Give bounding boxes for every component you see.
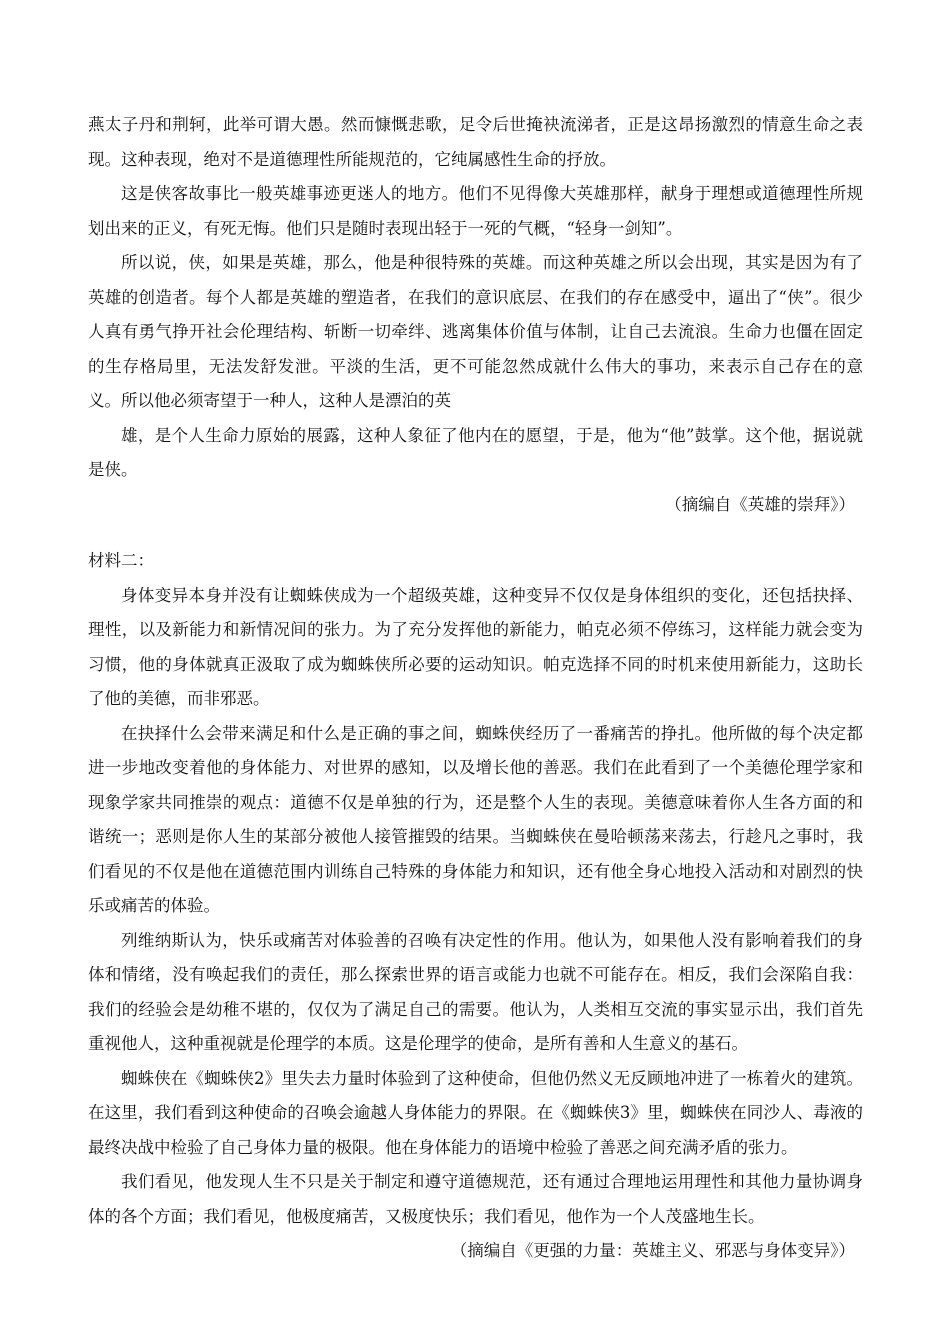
paragraph: 身体变异本身并没有让蜘蛛侠成为一个超级英雄，这种变异不仅仅是身体组织的变化，还包括抉择、理性，以及新能力和新情况间的张力。为了充分发挥他的新能力，帕克必须不停练习，这样能力就会变为习惯，他的身体就真正汲取了成为蜘蛛侠所必要的运动知识。帕克选择不同的时机来使用新能力，这助长了他的美德，而非邪恶。 [88, 585, 863, 708]
paragraph: 我们看见，他发现人生不只是关于制定和遵守道德规范，还有通过合理地运用理性和其他力量协调身体的各个方面；我们看见，他极度痛苦，又极度快乐；我们看见，他作为一个人茂盛地生长。 [88, 1172, 863, 1226]
paragraph: 燕太子丹和荆轲，此举可谓大愚。然而慷慨悲歌，足令后世掩袂流涕者，正是这昂扬激烈的情意生命之表现。这种表现，绝对不是道德理性所能规范的，它纯属感性生命的抒放。 [88, 115, 863, 169]
source-citation: （摘编自《更强的力量：英雄主义、邪恶与身体变异》） [450, 1241, 855, 1260]
section-heading: 材料二： [88, 551, 154, 570]
paragraph: 雄，是个人生命力原始的展露，这种人象征了他内在的愿望，于是，他为“他”鼓掌。这个他，据说就是侠。 [88, 425, 863, 479]
document-page [88, 108, 863, 1269]
paragraph: 在抉择什么会带来满足和什么是正确的事之间，蜘蛛侠经历了一番痛苦的挣扎。他所做的每个决定都进一步地改变着他的身体能力、对世界的感知，以及增长他的善恶。我们在此看到了一个美德伦理学家和现象学家共同推崇的观点：道德不仅是单独的行为，还是整个人生的表现。美德意味着你人生各方面的和谐统一；恶则是你人生的某部分被他人接管摧毁的结果。当蜘蛛侠在曼哈顿荡来荡去，行趁凡之事时，我们看见的不仅是他在道德范围内训练自己特殊的身体能力和知识，还有他全身心地投入活动和对剧烈的快乐或痛苦的体验。 [88, 723, 863, 915]
paragraph: 蜘蛛侠在《蜘蛛侠2》里失去力量时体验到了这种使命，但他仍然义无反顾地冲进了一栋着火的建筑。在这里，我们看到这种使命的召唤会逾越人身体能力的界限。在《蜘蛛侠3》里，蜘蛛侠在同沙人、毒液的最终决战中检验了自己身体力量的极限。他在身体能力的语境中检验了善恶之间充满矛盾的张力。 [88, 1068, 863, 1157]
paragraph: 这是侠客故事比一般英雄事迹更迷人的地方。他们不见得像大英雄那样，献身于理想或道德理性所规划出来的正义，有死无悔。他们只是随时表现出轻于一死的气概，“轻身一剑知”。 [88, 184, 863, 238]
paragraph: 列维纳斯认为，快乐或痛苦对体验善的召唤有决定性的作用。他认为，如果他人没有影响着我们的身体和情绪，没有唤起我们的责任，那么探索世界的语言或能力也就不可能存在。相反，我们会深陷自我：我们的经验会是幼稚不堪的，仅仅为了满足自己的需要。他认为，人类相互交流的事实显示出，我们首先重视他人，这种重视就是伦理学的本质。这是伦理学的使命，是所有善和人生意义的基石。 [88, 930, 863, 1053]
paragraph: 所以说，侠，如果是英雄，那么，他是种很特殊的英雄。而这种英雄之所以会出现，其实是因为有了英雄的创造者。每个人都是英雄的塑造者，在我们的意识底层、在我们的存在感受中，逼出了“侠”。很少人真有勇气挣开社会伦理结构、斩断一切牵绊、逃离集体价值与体制，让自己去流浪。生命力也僵在固定的生存格局里，无法发舒发泄。平淡的生活，更不可能忽然成就什么伟大的事功，来表示自己存在的意义。所以他必须寄望于一种人，这种人是漂泊的英 [88, 253, 863, 410]
source-citation: （摘编自《英雄的崇拜》） [665, 494, 855, 514]
